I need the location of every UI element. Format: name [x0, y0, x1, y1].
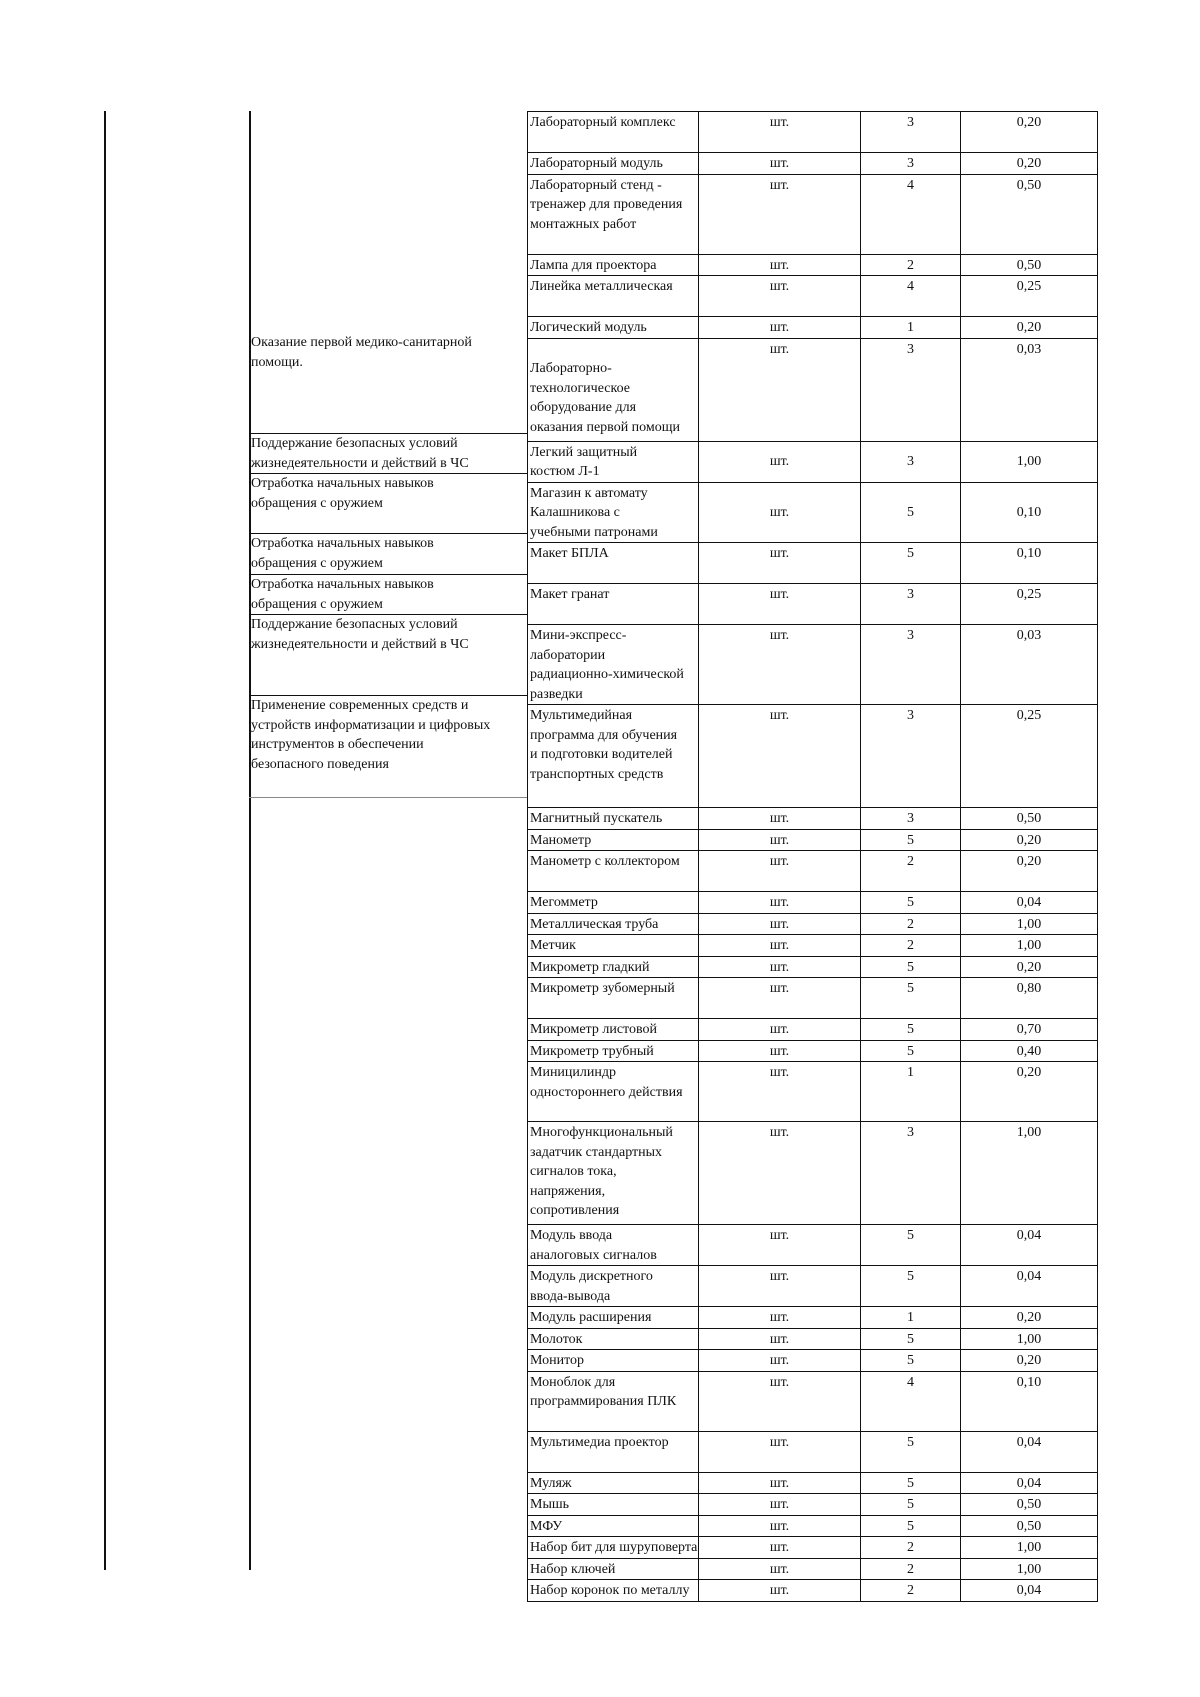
item-norm: 1,00 — [961, 935, 1098, 957]
table-row — [528, 1472, 1098, 1494]
item-norm: 0,70 — [961, 1019, 1098, 1041]
item-name: Лабораторный стенд - тренажер для проведения монтажных работ — [528, 174, 699, 254]
item-unit: шт. — [699, 829, 861, 851]
table-row — [528, 543, 1098, 584]
item-unit: шт. — [699, 1350, 861, 1372]
item-norm: 1,00 — [961, 1122, 1098, 1225]
item-unit: шт. — [699, 1558, 861, 1580]
activity-cell: Поддержание безопасных условий жизнедеятельности и действий в ЧС — [251, 617, 469, 652]
item-unit: шт. — [699, 913, 861, 935]
table-row — [528, 317, 1098, 339]
table-row — [528, 956, 1098, 978]
item-qty: 1 — [861, 1307, 961, 1329]
item-name: МФУ — [528, 1515, 699, 1537]
item-unit: шт. — [699, 543, 861, 584]
item-name: Магазин к автомату Калашникова с учебными патронами — [528, 482, 699, 543]
item-qty: 2 — [861, 913, 961, 935]
table-row — [528, 978, 1098, 1019]
item-norm: 0,10 — [961, 543, 1098, 584]
item-unit: шт. — [699, 808, 861, 830]
activity-cell: Применение современных средств и устройств информатизации и цифровых инструментов в обеспечении безопасного поведения — [251, 698, 491, 772]
activity-cell: Отработка начальных навыков обращения с оружием — [251, 476, 434, 511]
item-name: Микрометр листовой — [528, 1019, 699, 1041]
item-name: Набор коронок по металлу — [528, 1580, 699, 1602]
item-unit: шт. — [699, 112, 861, 153]
table-row — [528, 1515, 1098, 1537]
activity-cell: Поддержание безопасных условий жизнедеятельности и действий в ЧС — [251, 436, 469, 471]
table-row — [528, 1307, 1098, 1329]
item-qty: 2 — [861, 1558, 961, 1580]
activity-cell: Отработка начальных навыков обращения с оружием — [251, 536, 434, 571]
table-row — [528, 829, 1098, 851]
table-row — [528, 1580, 1098, 1602]
item-name: Модуль дискретного ввода-вывода — [528, 1266, 699, 1307]
item-unit: шт. — [699, 705, 861, 808]
item-unit: шт. — [699, 1266, 861, 1307]
item-qty: 5 — [861, 1350, 961, 1372]
table-row — [528, 808, 1098, 830]
item-norm: 0,04 — [961, 1431, 1098, 1472]
item-norm: 1,00 — [961, 1328, 1098, 1350]
item-norm: 1,00 — [961, 913, 1098, 935]
item-name: Молоток — [528, 1328, 699, 1350]
item-norm: 0,04 — [961, 1225, 1098, 1266]
item-unit: шт. — [699, 482, 861, 543]
item-qty: 3 — [861, 584, 961, 625]
item-name: Многофункциональный задатчик стандартных сигналов тока, напряжения, сопротивления — [528, 1122, 699, 1225]
item-qty: 5 — [861, 482, 961, 543]
table-row — [528, 1328, 1098, 1350]
item-norm: 0,04 — [961, 1580, 1098, 1602]
item-unit: шт. — [699, 1537, 861, 1559]
item-unit: шт. — [699, 1062, 861, 1122]
item-name: Мегомметр — [528, 892, 699, 914]
item-norm: 0,50 — [961, 808, 1098, 830]
item-norm: 0,20 — [961, 956, 1098, 978]
item-norm: 0,25 — [961, 584, 1098, 625]
item-name: Муляж — [528, 1472, 699, 1494]
table-row — [528, 851, 1098, 892]
item-name: Мультимедийная программа для обучения и подготовки водителей транспортных средств — [528, 705, 699, 808]
item-norm: 1,00 — [961, 441, 1098, 482]
item-unit: шт. — [699, 892, 861, 914]
table-row — [528, 1371, 1098, 1431]
item-qty: 2 — [861, 935, 961, 957]
item-unit: шт. — [699, 276, 861, 317]
item-unit: шт. — [699, 1122, 861, 1225]
table-row — [528, 482, 1098, 543]
item-name: Лабораторный модуль — [528, 153, 699, 175]
item-qty: 5 — [861, 1328, 961, 1350]
item-unit: шт. — [699, 317, 861, 339]
item-unit: шт. — [699, 625, 861, 705]
item-name: Мультимедиа проектор — [528, 1431, 699, 1472]
item-qty: 5 — [861, 892, 961, 914]
cell-divider — [249, 797, 527, 798]
item-norm: 0,80 — [961, 978, 1098, 1019]
item-name: Монитор — [528, 1350, 699, 1372]
item-name: Мышь — [528, 1494, 699, 1516]
item-qty: 3 — [861, 338, 961, 441]
item-norm: 0,20 — [961, 112, 1098, 153]
item-unit: шт. — [699, 1019, 861, 1041]
item-qty: 5 — [861, 1515, 961, 1537]
item-unit: шт. — [699, 254, 861, 276]
item-qty: 5 — [861, 1040, 961, 1062]
item-unit: шт. — [699, 956, 861, 978]
table-row — [528, 1431, 1098, 1472]
table-row — [528, 174, 1098, 254]
item-qty: 3 — [861, 112, 961, 153]
item-qty: 5 — [861, 956, 961, 978]
item-name: Манометр — [528, 829, 699, 851]
item-unit: шт. — [699, 1494, 861, 1516]
item-unit: шт. — [699, 1307, 861, 1329]
item-norm: 0,50 — [961, 254, 1098, 276]
table-row — [528, 1040, 1098, 1062]
item-name: Лабораторно- технологическое оборудование для оказания первой помощи — [528, 338, 699, 441]
item-unit: шт. — [699, 174, 861, 254]
item-name: Модуль ввода аналоговых сигналов — [528, 1225, 699, 1266]
activity-cell: Оказание первой медико-санитарной помощи. — [251, 335, 472, 370]
table-row — [528, 1019, 1098, 1041]
item-qty: 3 — [861, 705, 961, 808]
item-norm: 0,40 — [961, 1040, 1098, 1062]
item-qty: 4 — [861, 1371, 961, 1431]
table-row — [528, 254, 1098, 276]
item-name: Мини-экспресс- лаборатории радиационно-химической разведки — [528, 625, 699, 705]
table-row — [528, 1062, 1098, 1122]
table-row — [528, 441, 1098, 482]
item-norm: 0,25 — [961, 705, 1098, 808]
table-row — [528, 625, 1098, 705]
item-name: Линейка металлическая — [528, 276, 699, 317]
item-unit: шт. — [699, 1431, 861, 1472]
item-qty: 5 — [861, 1266, 961, 1307]
item-name: Метчик — [528, 935, 699, 957]
item-qty: 2 — [861, 1580, 961, 1602]
item-name: Миницилиндр одностороннего действия — [528, 1062, 699, 1122]
item-norm: 0,20 — [961, 1307, 1098, 1329]
item-unit: шт. — [699, 1472, 861, 1494]
item-unit: шт. — [699, 1371, 861, 1431]
table-row — [528, 1122, 1098, 1225]
item-name: Манометр с коллектором — [528, 851, 699, 892]
item-norm: 0,04 — [961, 1266, 1098, 1307]
item-unit: шт. — [699, 338, 861, 441]
table-row — [528, 112, 1098, 153]
table-row — [528, 1558, 1098, 1580]
item-qty: 3 — [861, 808, 961, 830]
table-row — [528, 276, 1098, 317]
item-name: Микрометр зубомерный — [528, 978, 699, 1019]
item-norm: 0,03 — [961, 625, 1098, 705]
item-qty: 3 — [861, 153, 961, 175]
item-name: Микрометр трубный — [528, 1040, 699, 1062]
item-qty: 4 — [861, 174, 961, 254]
item-norm: 0,50 — [961, 1515, 1098, 1537]
item-qty: 5 — [861, 1494, 961, 1516]
table-row — [528, 913, 1098, 935]
table-row — [528, 1266, 1098, 1307]
item-name: Набор бит для шуруповерта — [528, 1537, 699, 1559]
item-norm: 0,03 — [961, 338, 1098, 441]
item-qty: 4 — [861, 276, 961, 317]
item-norm: 0,20 — [961, 829, 1098, 851]
item-norm: 0,04 — [961, 892, 1098, 914]
item-unit: шт. — [699, 1040, 861, 1062]
item-norm: 0,20 — [961, 153, 1098, 175]
item-qty: 1 — [861, 1062, 961, 1122]
item-qty: 5 — [861, 1472, 961, 1494]
activity-cell: Отработка начальных навыков обращения с оружием — [251, 577, 434, 612]
item-qty: 2 — [861, 254, 961, 276]
item-unit: шт. — [699, 1328, 861, 1350]
item-name: Набор ключей — [528, 1558, 699, 1580]
item-norm: 0,20 — [961, 317, 1098, 339]
item-name: Легкий защитный костюм Л-1 — [528, 441, 699, 482]
item-unit: шт. — [699, 153, 861, 175]
item-name: Микрометр гладкий — [528, 956, 699, 978]
item-qty: 5 — [861, 1225, 961, 1266]
item-qty: 3 — [861, 441, 961, 482]
item-name: Макет БПЛА — [528, 543, 699, 584]
table-row — [528, 584, 1098, 625]
equipment-table — [527, 111, 1098, 1602]
item-unit: шт. — [699, 441, 861, 482]
item-name: Моноблок для программирования ПЛК — [528, 1371, 699, 1431]
item-norm: 0,50 — [961, 1494, 1098, 1516]
table-row — [528, 1494, 1098, 1516]
item-name: Лампа для проектора — [528, 254, 699, 276]
item-qty: 1 — [861, 317, 961, 339]
item-name: Металлическая труба — [528, 913, 699, 935]
item-unit: шт. — [699, 1580, 861, 1602]
item-unit: шт. — [699, 1225, 861, 1266]
item-norm: 1,00 — [961, 1558, 1098, 1580]
item-qty: 5 — [861, 1019, 961, 1041]
item-norm: 0,25 — [961, 276, 1098, 317]
column-rule-2 — [249, 111, 251, 1570]
item-norm: 0,10 — [961, 482, 1098, 543]
table-row — [528, 1537, 1098, 1559]
item-name: Макет гранат — [528, 584, 699, 625]
item-qty: 5 — [861, 978, 961, 1019]
item-norm: 0,20 — [961, 1062, 1098, 1122]
item-name: Логический модуль — [528, 317, 699, 339]
item-unit: шт. — [699, 584, 861, 625]
item-qty: 5 — [861, 543, 961, 584]
column-rule-1 — [104, 111, 106, 1570]
item-norm: 0,10 — [961, 1371, 1098, 1431]
item-name: Модуль расширения — [528, 1307, 699, 1329]
item-norm: 0,50 — [961, 174, 1098, 254]
item-norm: 0,04 — [961, 1472, 1098, 1494]
item-unit: шт. — [699, 1515, 861, 1537]
table-row — [528, 935, 1098, 957]
item-unit: шт. — [699, 978, 861, 1019]
item-qty: 3 — [861, 625, 961, 705]
item-unit: шт. — [699, 851, 861, 892]
item-norm: 0,20 — [961, 1350, 1098, 1372]
item-qty: 2 — [861, 851, 961, 892]
item-unit: шт. — [699, 935, 861, 957]
item-norm: 0,20 — [961, 851, 1098, 892]
table-row — [528, 338, 1098, 441]
item-qty: 5 — [861, 1431, 961, 1472]
item-qty: 5 — [861, 829, 961, 851]
table-row — [528, 705, 1098, 808]
item-name: Магнитный пускатель — [528, 808, 699, 830]
table-row — [528, 892, 1098, 914]
item-name: Лабораторный комплекс — [528, 112, 699, 153]
table-row — [528, 153, 1098, 175]
item-qty: 3 — [861, 1122, 961, 1225]
table-row — [528, 1225, 1098, 1266]
item-qty: 2 — [861, 1537, 961, 1559]
table-row — [528, 1350, 1098, 1372]
item-norm: 1,00 — [961, 1537, 1098, 1559]
